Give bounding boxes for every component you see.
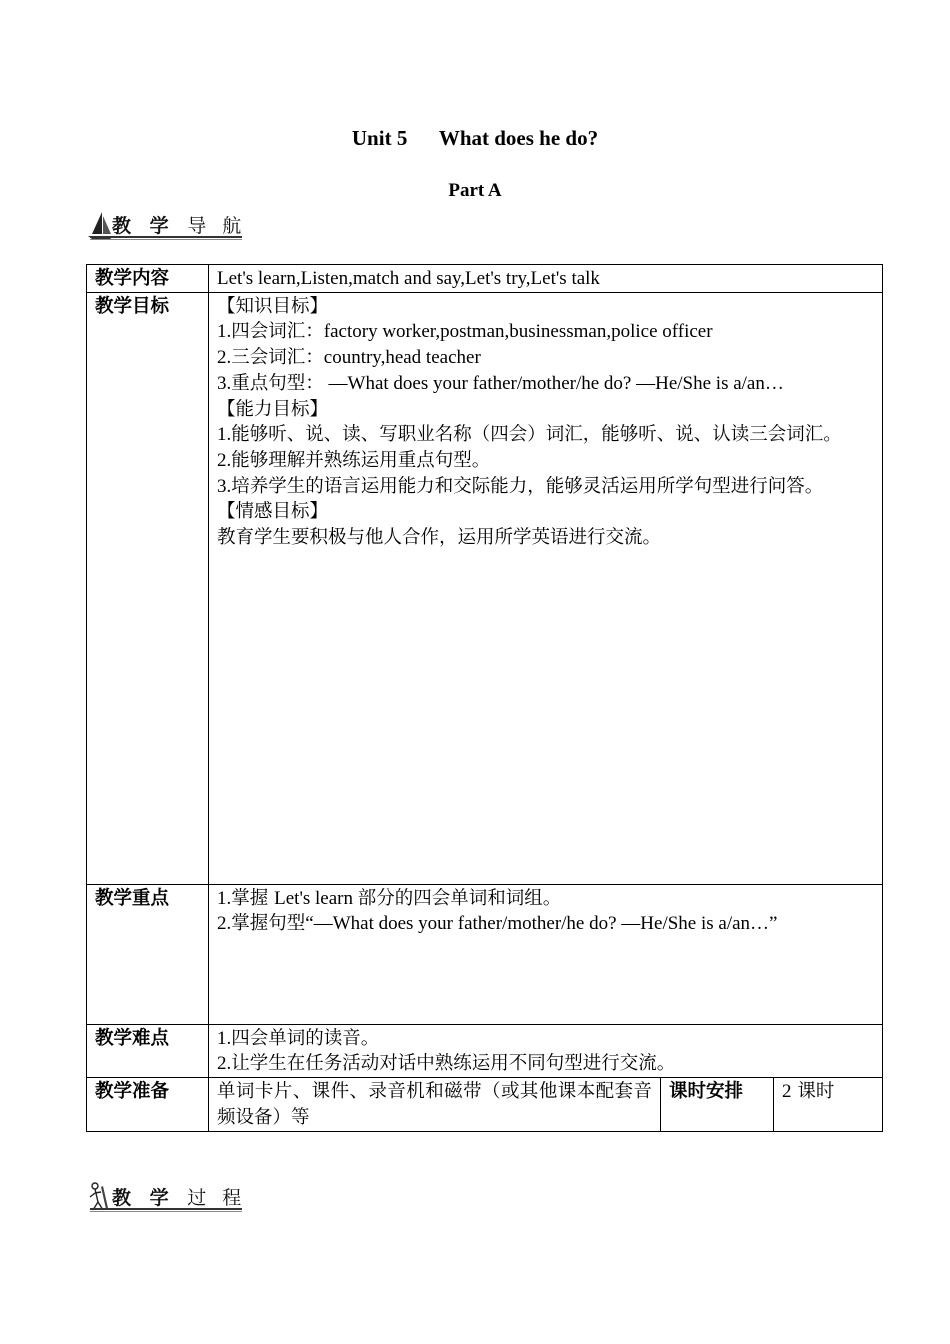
knowledge-objectives-title: 【知识目标】 (217, 295, 329, 317)
difficulty-2: 2.让学生在任务活动对话中熟练运用不同句型进行交流。 (217, 1053, 676, 1075)
label-difficulties: 教学难点 (87, 1024, 209, 1077)
section-header-nav (86, 208, 246, 244)
value-teaching-content: Let's learn,Listen,match and say,Let's try,Let's talk (209, 265, 883, 293)
value-teaching-objectives (209, 292, 883, 884)
table-row-key-points (87, 884, 883, 1024)
emotion-objectives-title: 【情感目标】 (217, 501, 329, 523)
value-difficulties (209, 1024, 883, 1077)
ability-item-2: 2.能够理解并熟练运用重点句型。 (217, 449, 491, 471)
label-teaching-content: 教学内容 (87, 265, 209, 293)
ability-objectives-title: 【能力目标】 (217, 398, 329, 420)
value-key-points (209, 884, 883, 1024)
table-row-content (87, 265, 883, 293)
section-header-nav-label-light: 导 航 (187, 215, 247, 237)
knowledge-item-3: 3.重点句型： —What does your father/mother/he do? —He/She is a/an… (217, 372, 784, 394)
emotion-item-1: 教育学生要积极与他人合作，运用所学英语进行交流。 (217, 527, 662, 549)
label-teaching-objectives: 教学目标 (87, 292, 209, 884)
value-preparation: 单词卡片、课件、录音机和磁带（或其他课本配套音频设备）等 (209, 1078, 661, 1131)
section-header-underline (90, 1208, 242, 1212)
difficulty-1: 1.四会单词的读音。 (217, 1027, 380, 1049)
table-row-preparation (87, 1078, 883, 1131)
section-header-underline (90, 236, 242, 240)
knowledge-item-2: 2.三会词汇：country,head teacher (217, 347, 481, 369)
key-point-2: 2.掌握句型“—What does your father/mother/he do? —He/She is a/an…” (217, 913, 778, 935)
label-preparation: 教学准备 (87, 1078, 209, 1131)
label-schedule: 课时安排 (661, 1078, 774, 1131)
label-key-points: 教学重点 (87, 884, 209, 1024)
section-header-nav-label: 教 学 (112, 215, 188, 237)
section-header-process (86, 1180, 246, 1216)
document-title: Unit 5 What does he do? (351, 126, 599, 150)
key-point-1: 1.掌握 Let's learn 部分的四会单词和词组。 (217, 887, 562, 909)
ability-item-1: 1.能够听、说、读、写职业名称（四会）词汇，能够听、说、认读三会词汇。 (217, 424, 842, 446)
section-header-process-label-light: 过 程 (187, 1187, 247, 1209)
ability-item-3: 3.培养学生的语言运用能力和交际能力，能够灵活运用所学句型进行问答。 (217, 475, 824, 497)
section-header-process-label: 教 学 (112, 1187, 188, 1209)
value-schedule: 2 课时 (774, 1078, 883, 1131)
lesson-plan-table (86, 264, 883, 1132)
table-row-difficulties (87, 1024, 883, 1077)
knowledge-item-1: 1.四会词汇：factory worker,postman,businessman,police officer (217, 321, 713, 343)
document-subtitle: Part A (448, 180, 502, 201)
table-row-objectives (87, 292, 883, 884)
